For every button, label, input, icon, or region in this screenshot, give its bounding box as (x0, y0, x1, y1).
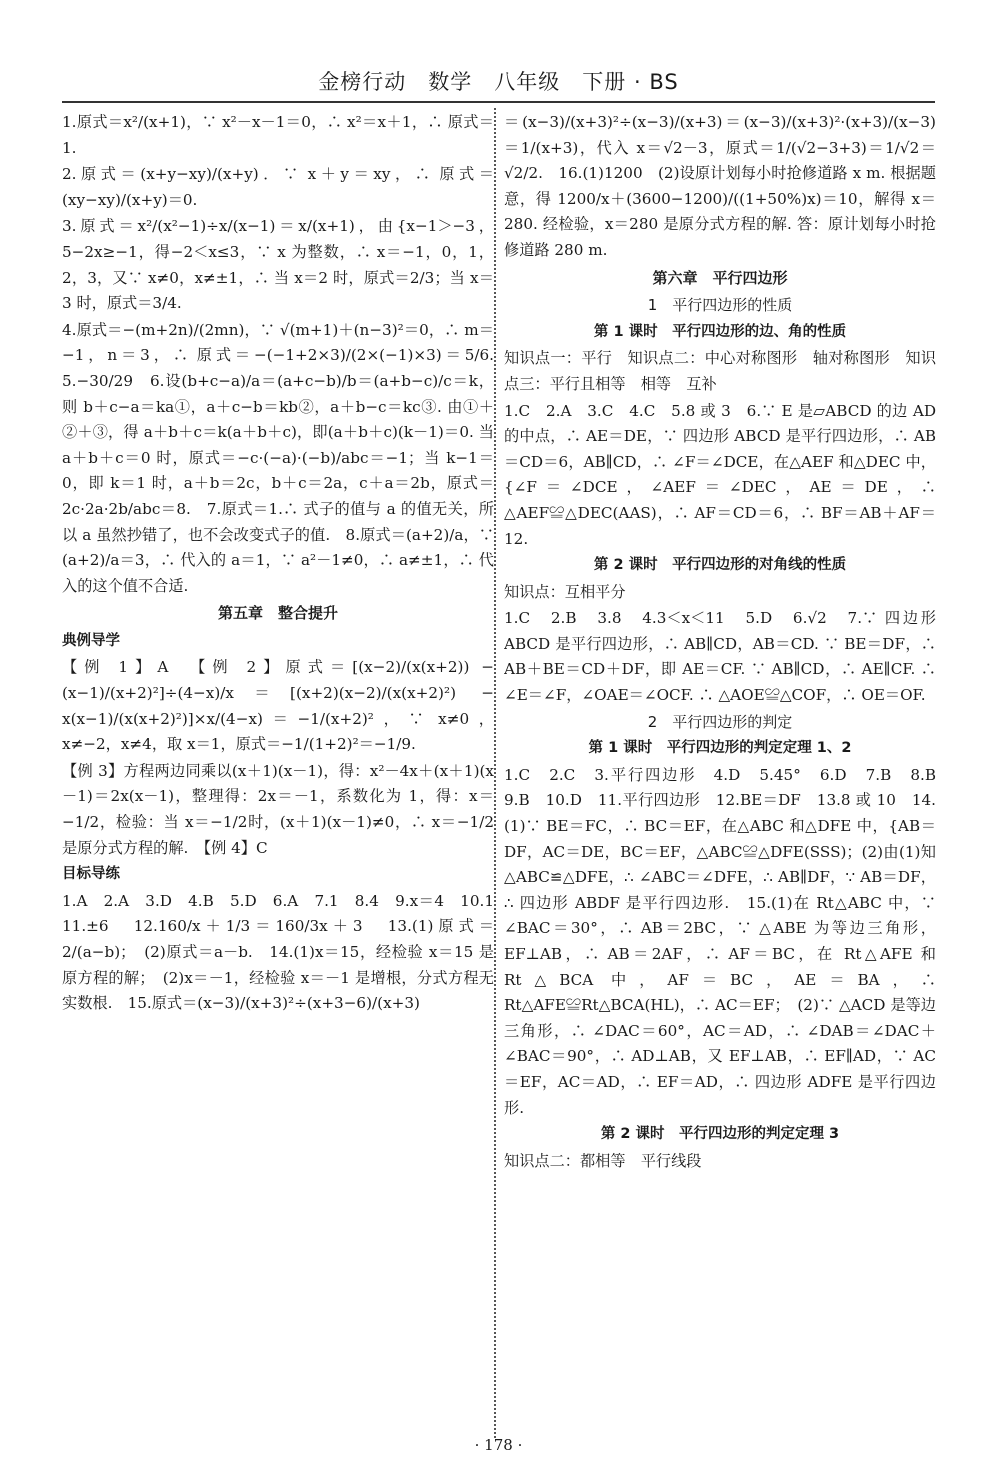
lesson-heading: 第 1 课时 平行四边形的判定定理 1、2 (588, 740, 852, 757)
answer-paragraph: 1.原式＝x²/(x+1)，∵ x²－x－1＝0，∴ x²＝x＋1，∴ 原式＝1. (62, 113, 494, 157)
chapter-heading: 第六章 平行四边形 (652, 268, 788, 287)
section-heading: 1 平行四边形的性质 (647, 296, 793, 315)
left-column (62, 110, 494, 1432)
answer-paragraph: 知识点：互相平分 (504, 582, 626, 601)
column-divider (494, 108, 496, 1438)
answer-paragraph: 1.C 2.B 3.8 4.3＜x＜11 5.D 6.√2 7.∵ 四边形 ABCD 是平行四边形，∴ AB∥CD，AB＝CD. ∵ BE＝DF，∴ AB＋BE＝CD＋DF，即 AE＝CF. ∵ AB∥CD，∴ AE∥CF. ∴ ∠E＝∠F，∠OAE＝∠OCF. ∴ △AOE≌△COF，∴ OE＝OF. (504, 609, 936, 705)
lesson-heading: 第 1 课时 平行四边形的边、角的性质 (593, 323, 847, 340)
answer-paragraph: 【例 3】方程两边同乘以(x＋1)(x－1)，得：x²－4x＋(x＋1)(x－1)＝2x(x－1)，整理得：2x＝－1，系数化为 1，得：x＝−1/2，检验：当 x＝−1/2时，(x＋1)(x－1)≠0，∴ x＝−1/2是原分式方程的解. 【例 4】C (62, 761, 494, 857)
right-column (504, 110, 936, 1432)
page-number: · 178 · (474, 1436, 523, 1454)
page-header: 金榜行动 数学 八年级 下册 · BS (318, 70, 679, 94)
lesson-heading: 第 2 课时 平行四边形的判定定理 3 (600, 1126, 840, 1143)
answer-paragraph: 【例 1】A 【例 2】原式＝[(x−2)/(x(x+2)) − (x−1)/(x+2)²]÷(4−x)/x＝[(x+2)(x−2)/(x(x+2)²) − x(x−1)/(x(x+2)²)]×x/(4−x)＝−1/(x+2)²，∵ x≠0，x≠−2，x≠4，取 x＝1，原式＝−1/(1+2)²＝−1/9. (62, 658, 494, 754)
answer-paragraph: 1.A 2.A 3.D 4.B 5.D 6.A 7.1 8.4 9.x＝4 10.1 11.±6 12.160/x＋1/3＝160/3x＋3 13.(1)原式＝2/(a−b)； (2)原式＝a－b. 14.(1)x＝15，经检验 x＝15 是原方程的解； (2)x＝－1，经检验 x＝－1 是增根，分式方程无实数根. 15.原式＝(x−3)/(x+3)²÷(x+3−6)/(x+3) (62, 891, 494, 1013)
answer-paragraph: 3.原式＝x²/(x²−1)÷x/(x−1)＝x/(x+1)，由{x−1＞−3，5−2x≥−1，得−2＜x≤3，∵ x 为整数，∴ x＝−1，0，1，2，3，又∵ x≠0，x≠±1，∴ 当 x＝2 时，原式＝2/3；当 x＝3 时，原式＝3/4. (62, 217, 494, 313)
answer-paragraph: 4.原式＝−(m+2n)/(2mn)，∵ √(m+1)＋(n−3)²＝0，∴ m＝−1，n＝3，∴ 原式＝−(−1+2×3)/(2×(−1)×3)＝5/6. 5.−30/29 6.设(b+c−a)/a＝(a+c−b)/b＝(a+b−c)/c＝k，则 b＋c−a＝ka①，a＋c−b＝kb②，a＋b−c＝kc③. 由①＋②＋③，得 a＋b＋c＝k(a＋b＋c)，即(a＋b＋c)(k－1)＝0. 当 a＋b＋c＝0 时，原式＝−c·(−a)·(−b)/abc＝−1；当 k−1＝0，即 k＝1 时，a＋b＝2c，b＋c＝2a，c＋a＝2b，原式＝2c·2a·2b/abc＝8. 7.原式＝1.∴ 式子的值与 a 的值无关，所以 a 虽然抄错了，也不会改变式子的值. 8.原式＝(a+2)/a，∵ (a+2)/a＝3，∴ 代入的 a＝1，∵ a²－1≠0，∴ a≠±1，∴ 代入的这个值不合适. (62, 320, 494, 595)
answer-paragraph: 2.原式＝(x+y−xy)/(x+y)．∵ x＋y＝xy，∴ 原式＝(xy−xy)/(x+y)＝0. (62, 165, 494, 209)
answer-paragraph: ＝(x−3)/(x+3)²÷(x−3)/(x+3)＝(x−3)/(x+3)²·(x+3)/(x−3)＝1/(x+3)，代入 x＝√2－3，原式＝1/(√2−3+3)＝1/√2＝√2/2. 16.(1)1200 (2)设原计划每小时抢修道路 x m. 根据题意，得 1200/x＋(3600−1200)/((1+50%)x)＝10，解得 x＝280. 经检验，x＝280 是原分式方程的解. 答：原计划每小时抢修道路 280 m. (504, 113, 936, 259)
section-heading: 2 平行四边形的判定 (647, 712, 793, 731)
subsection-heading: 目标导练 (62, 866, 120, 883)
chapter-heading: 第五章 整合提升 (217, 604, 338, 623)
answer-paragraph: 1.C 2.C 3.平行四边形 4.D 5.45° 6.D 7.B 8.B 9.B 10.D 11.平行四边形 12.BE＝DF 13.8 或 10 14.(1)∵ BE＝FC，∴ BC＝EF，在△ABC 和△DFE 中，{AB＝DF，AC＝DE，BC＝EF，△ABC≌△DFE(SSS)；(2)由(1)知△ABC≌△DFE，∴ ∠ABC＝∠DFE，∴ AB∥DF，∵ AB＝DF，∴ 四边形 ABDF 是平行四边形. 15.(1)在 Rt△ABC 中，∵ ∠BAC＝30°，∴ AB＝2BC，∵ △ABE 为等边三角形，EF⊥AB，∴ AB＝2AF，∴ AF＝BC，在 Rt△AFE 和 Rt△BCA 中，AF＝BC，AE＝BA，∴ Rt△AFE≌Rt△BCA(HL)，∴ AC＝EF； (2)∵ △ACD 是等边三角形，∴ ∠DAC＝60°，AC＝AD，∴ ∠DAB＝∠DAC＋∠BAC＝90°，∴ AD⊥AB，又 EF⊥AB，∴ EF∥AD，∵ AC＝EF，AC＝AD，∴ EF＝AD，∴ 四边形 ADFE 是平行四边形. (504, 765, 936, 1117)
header-rule (62, 101, 935, 103)
lesson-heading: 第 2 课时 平行四边形的对角线的性质 (593, 557, 847, 574)
answer-paragraph: 1.C 2.A 3.C 4.C 5.8 或 3 6.∵ E 是▱ABCD 的边 AD 的中点，∴ AE＝DE，∵ 四边形 ABCD 是平行四边形，∴ AB＝CD＝6，AB∥CD，∴ ∠F＝∠DCE，在△AEF 和△DEC 中，{∠F＝∠DCE，∠AEF＝∠DEC，AE＝DE，∴ △AEF≌△DEC(AAS)，∴ AF＝CD＝6，∴ BF＝AB＋AF＝12. (504, 401, 936, 548)
answer-paragraph: 知识点二：都相等 平行线段 (504, 1151, 702, 1170)
answer-paragraph: 知识点一：平行 知识点二：中心对称图形 轴对称图形 知识点三：平行且相等 相等 互补 (504, 349, 936, 393)
subsection-heading: 典例导学 (62, 632, 120, 649)
